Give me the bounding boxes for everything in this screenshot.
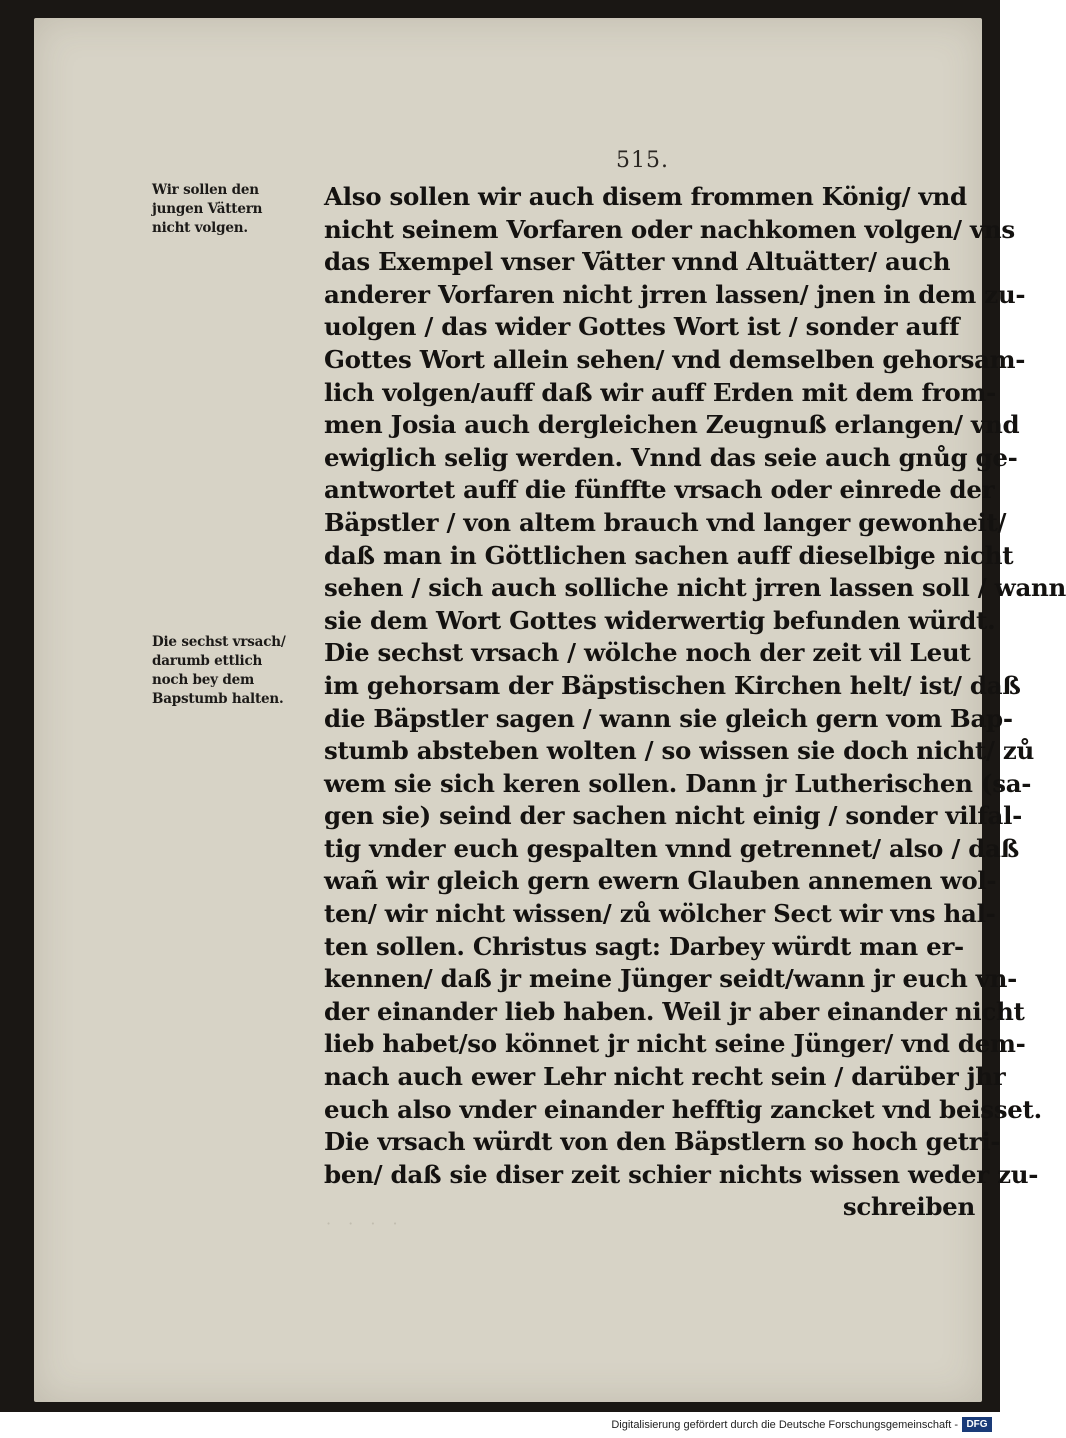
text-line: euch also vnder einander hefftig zancket vnd beisset. [324,1094,1042,1124]
text-line: ten/ wir nicht wissen/ zů wölcher Sect wir vns hal- [324,899,996,929]
text-line: lieb habet/so könnet jr nicht seine Jünger/ vnd dem- [324,1029,1026,1059]
text-line: stumb absteben wolten / so wissen sie doch nicht/ zů [324,736,1035,766]
margin-note-2 [152,633,322,709]
funding-credit: Digitalisierung gefördert durch die Deutsche Forschungsgemeinschaft - [611,1419,958,1431]
text-line: antwortet auff die fünffte vrsach oder einrede der [324,475,995,505]
text-line: Die vrsach würdt von den Bäpstlern so hoch getri- [324,1127,1001,1157]
margin-note-line: nicht volgen. [152,220,248,236]
margin-note-line: Wir sollen den [152,182,259,198]
text-line: anderer Vorfaren nicht jrren lassen/ jnen in dem zu- [324,279,1026,309]
text-line: lich volgen/auff daß wir auff Erden mit dem from- [324,377,996,407]
text-line: sehen / sich auch solliche nicht jrren lassen soll / wann [324,573,1066,603]
text-line: Die sechst vrsach / wölche noch der zeit vil Leut [324,638,971,668]
book-page [34,18,1066,1402]
text-line: uolgen / das wider Gottes Wort ist / sonder auff [324,312,960,342]
text-line: men Josia auch dergleichen Zeugnuß erlangen/ vnd [324,410,1020,440]
margin-note-line: Bapstumb halten. [152,691,284,707]
footer-bar [0,1412,1000,1438]
text-line: ben/ daß sie diser zeit schier nichts wissen weder zu- [324,1159,1039,1189]
text-line: im gehorsam der Bäpstischen Kirchen helt/ ist/ daß [324,670,1021,700]
text-line: Also sollen wir auch disem frommen König/ vnd [324,182,967,211]
text-line: nach auch ewer Lehr nicht recht sein / darüber jhr [324,1062,1006,1092]
text-line: die Bäpstler sagen / wann sie gleich gern vom Bap- [324,703,1013,733]
text-line: daß man in Göttlichen sachen auff dieselbige nicht [324,540,1014,570]
text-line: ewiglich selig werden. Vnnd das seie auch gnůg ge- [324,442,1018,472]
margin-note-line: darumb ettlich [152,653,263,669]
ink-bleed-smudge: · · · · [326,1214,404,1233]
text-line: ten sollen. Christus sagt: Darbey würdt man er- [324,931,964,961]
text-line: nicht seinem Vorfaren oder nachkomen volgen/ vns [324,214,1015,244]
text-line: wañ wir gleich gern ewern Glauben annemen wol- [324,866,997,896]
margin-note-1 [152,181,322,238]
catchword: schreiben [842,1192,975,1222]
page-number: 515. [616,148,669,173]
text-line: Bäpstler / von altem brauch vnd langer gewonheit/ [324,507,1007,537]
body-text [324,181,1066,1224]
text-line: tig vnder euch gespalten vnnd getrennet/ also / daß [324,833,1019,863]
text-line: sie dem Wort Gottes widerwertig befunden würdt. [324,605,996,635]
text-line: gen sie) seind der sachen nicht einig / sonder vilfal- [324,801,1023,831]
text-line: kennen/ daß jr meine Jünger seidt/wann jr euch vn- [324,964,1018,994]
text-line: der einander lieb haben. Weil jr aber einander nicht [324,996,1025,1026]
text-line: das Exempel vnser Vätter vnnd Altuätter/ auch [324,247,951,277]
margin-note-line: noch bey dem [152,672,255,688]
text-line: wem sie sich keren sollen. Dann jr Lutherischen (sa- [324,768,1032,798]
margin-note-line: Die sechst vrsach/ [152,634,286,650]
dfg-logo-icon[interactable]: DFG [962,1417,992,1432]
margin-note-line: jungen Vättern [152,201,263,217]
text-line: Gottes Wort allein sehen/ vnd demselben gehorsam- [324,344,1026,374]
